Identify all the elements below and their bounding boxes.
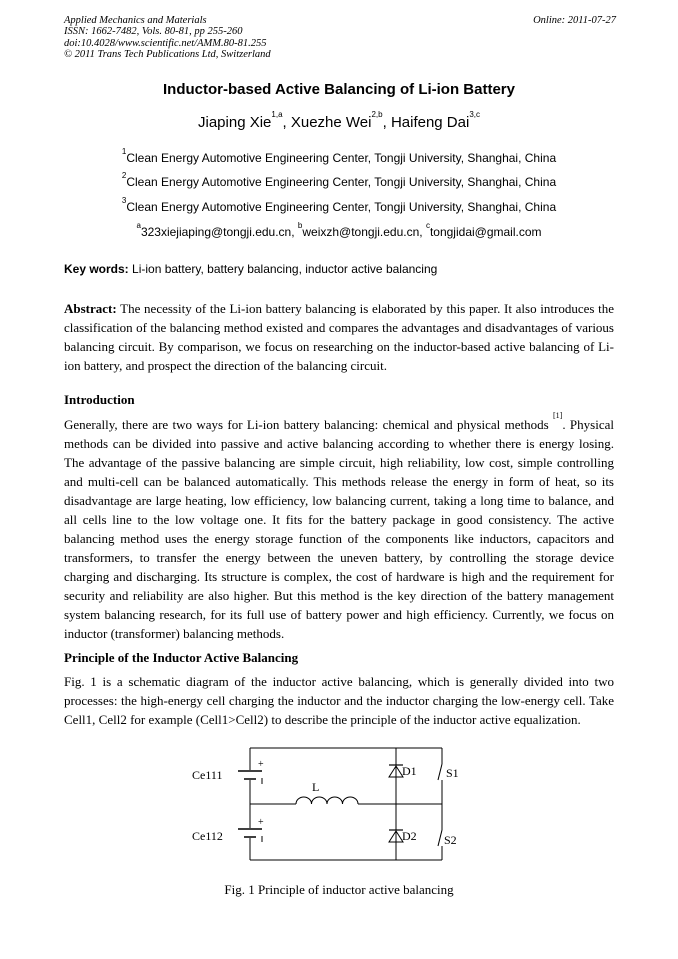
affiliation-text: Clean Energy Automotive Engineering Center, Tongji University, Shanghai, China — [126, 151, 557, 165]
affiliation-text: Clean Energy Automotive Engineering Center, Tongji University, Shanghai, China — [126, 200, 557, 214]
copyright-line: © 2011 Trans Tech Publications Ltd, Switzerland — [64, 48, 271, 60]
keywords — [64, 262, 437, 276]
principle-heading: Principle of the Inductor Active Balancing — [64, 650, 299, 665]
affiliation-3 — [0, 196, 678, 214]
diode-d1 — [389, 764, 403, 778]
affiliation-sup: 1 — [121, 147, 127, 156]
journal-name: Applied Mechanics and Materials — [64, 15, 207, 26]
intro-text-part: Generally, there are two ways for Li-ion battery balancing: chemical and physical methods — [64, 417, 554, 432]
affiliation-sup: 2 — [121, 171, 127, 180]
label-cell2: Ce112 — [192, 829, 223, 843]
abstract-text: The necessity of the Li-ion battery balancing is elaborated by this paper. It also introduces the classification of the balancing method existed and compares the advantages and disadvantages of various balancing circuit. By comparison, we focus on researching on the inductor-based active balancing of Li-ion battery, and prospect the direction of the balancing circuit. — [64, 301, 614, 373]
keywords-label: Key words: — [64, 262, 129, 276]
author-sup: 2,b — [371, 110, 383, 119]
intro-text-part: . Physical methods can be divided into passive and active balancing according to whether there is energy losing. The advantage of the passive balancing are simple circuit, high reliability, low cost, simple controlling and multi-cell can be balanced automatically. This methods release the energy in form of heat, so its disadvantage are large heating, low efficiency, low balancing current, taking a long time to balance, and all cells line to the low voltage one. It fits for the battery package in good consistency. The active balancing method uses the energy storage function of the components like inductors, capacitors and transformers, to transfer the energy between the uneven battery, by controlling the storage device charging and discharging. Its structure is complex, the cost of hardware is high and the requirement for security and reliability are also higher. But this method is the key direction of the battery management system balancing research, for its full use of battery power and high efficiency. Currently, we focus on inductor (transformer) balancing methods. — [64, 417, 614, 641]
label-cell1: Ce111 — [192, 768, 223, 782]
author-sep: , — [382, 114, 391, 131]
figure-caption: Fig. 1 Principle of inductor active balancing — [224, 882, 454, 897]
author-sup: 3,c — [469, 110, 480, 119]
email-sup: b — [297, 221, 303, 230]
switch-s1 — [438, 764, 446, 780]
abstract-label: Abstract: — [64, 301, 117, 316]
citation-ref: [1] — [553, 411, 563, 420]
label-d1: D1 — [402, 764, 417, 778]
journal-header — [64, 15, 271, 60]
abstract — [64, 299, 614, 375]
plus-sign-cell2: + — [258, 817, 264, 828]
email-text: weixzh@tongji.edu.cn, — [302, 225, 426, 239]
email-sup: c — [425, 221, 430, 230]
circuit-diagram — [192, 744, 462, 866]
author-sep: , — [282, 114, 291, 131]
principle-text: Fig. 1 is a schematic diagram of the inductor active balancing, which is generally divided into two processes: the high-energy cell charging the inductor and the inductor charging the low-energy cell. Take Cell1, Cell2 for example (Cell1>Cell2) to describe the principle of the inductor active equalization. — [64, 674, 614, 727]
email-sup: a — [136, 221, 141, 230]
label-s2: S2 — [444, 833, 457, 847]
affiliation-sup: 3 — [121, 196, 127, 205]
email-text: tongjidai@gmail.com — [429, 225, 542, 239]
introduction-text — [64, 411, 614, 643]
affiliation-1 — [0, 147, 678, 165]
author-name: Xuezhe Wei — [290, 114, 372, 131]
plus-sign-cell1: + — [258, 759, 264, 770]
affiliation-2 — [0, 171, 678, 189]
inductor-coil — [296, 797, 358, 804]
online-date: Online: 2011-07-27 — [533, 15, 616, 26]
diode-d2 — [389, 829, 403, 843]
paper-title: Inductor-based Active Balancing of Li-ion Battery — [163, 81, 515, 98]
doi-line: doi:10.4028/www.scientific.net/AMM.80-81.255 — [64, 37, 267, 49]
author-list — [0, 110, 678, 131]
author-sup: 1,a — [271, 110, 283, 119]
author-name: Jiaping Xie — [198, 114, 272, 131]
keywords-text: Li-ion battery, battery balancing, inductor active balancing — [128, 262, 438, 276]
affiliation-text: Clean Energy Automotive Engineering Center, Tongji University, Shanghai, China — [126, 175, 557, 189]
label-d2: D2 — [402, 829, 417, 843]
author-name: Haifeng Dai — [390, 114, 470, 131]
email-text: 323xiejiaping@tongji.edu.cn, — [140, 225, 298, 239]
circuit-figure — [192, 744, 462, 866]
email-line — [0, 221, 678, 239]
issn-line: ISSN: 1662-7482, Vols. 80-81, pp 255-260 — [64, 26, 243, 38]
introduction-heading: Introduction — [64, 392, 135, 407]
label-inductor: L — [312, 780, 320, 794]
label-s1: S1 — [446, 766, 459, 780]
